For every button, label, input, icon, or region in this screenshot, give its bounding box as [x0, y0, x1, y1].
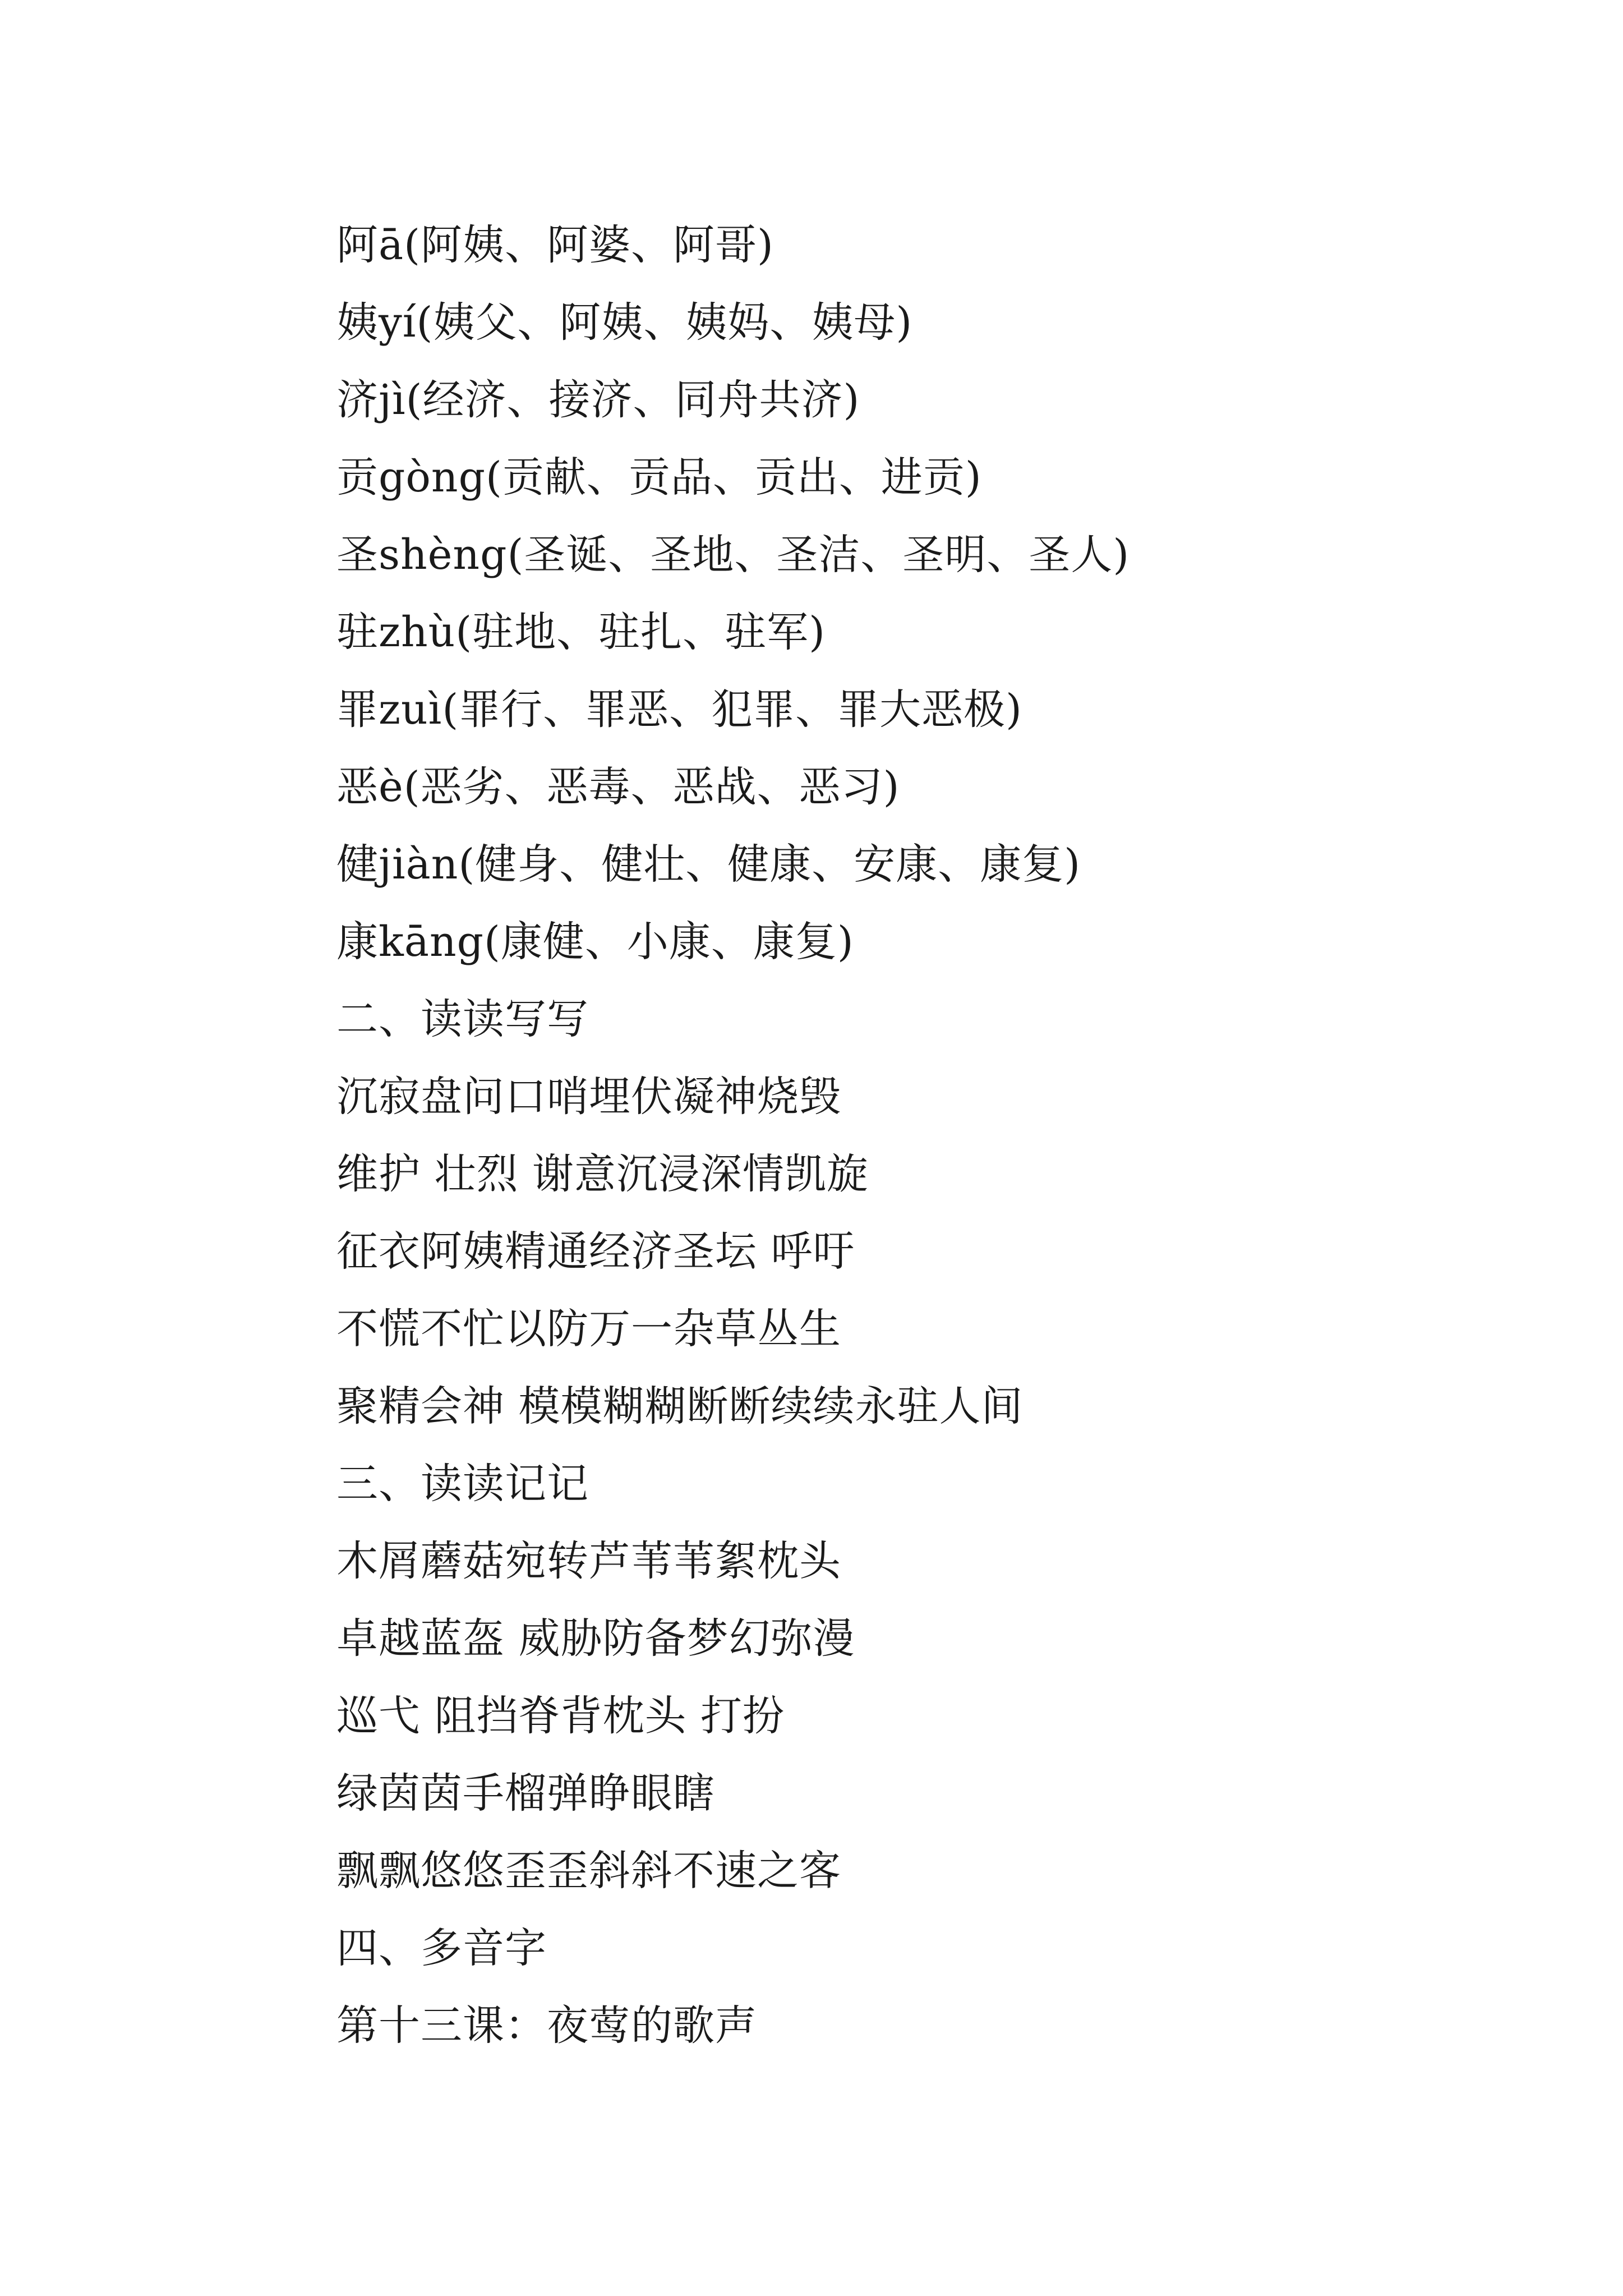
text-line: 维护 壮烈 谢意沉浸深情凯旋: [336, 1150, 869, 1198]
text-line: 姨yí(姨父、阿姨、姨妈、姨母): [336, 298, 913, 347]
text-line: 卓越蓝盔 威胁防备梦幻弥漫: [336, 1614, 855, 1663]
text-line: 健jiàn(健身、健壮、健康、安康、康复): [336, 840, 1081, 889]
text-line: 阿ā(阿姨、阿婆、阿哥): [336, 221, 774, 269]
section-heading: 二、读读写写: [336, 995, 589, 1043]
text-line: 沉寂盘问口哨埋伏凝神烧毁: [336, 1073, 841, 1121]
text-line: 征衣阿姨精通经济圣坛 呼吁: [336, 1227, 855, 1276]
section-heading: 四、多音字: [336, 1924, 547, 1972]
lesson-title: 第十三课：夜莺的歌声: [336, 2001, 757, 2050]
text-line: 贡gòng(贡献、贡品、贡出、进贡): [336, 453, 982, 501]
text-line: 飘飘悠悠歪歪斜斜不速之客: [336, 1847, 841, 1895]
text-line: 圣shèng(圣诞、圣地、圣洁、圣明、圣人): [336, 531, 1130, 579]
text-line: 绿茵茵手榴弹睁眼瞎: [336, 1769, 715, 1818]
text-line: 聚精会神 模模糊糊断断续续永驻人间: [336, 1382, 1023, 1430]
text-line: 罪zuì(罪行、罪恶、犯罪、罪大恶极): [336, 685, 1023, 734]
text-line: 恶è(恶劣、恶毒、恶战、恶习): [336, 763, 900, 811]
text-body: [336, 206, 1458, 2064]
text-line: 驻zhù(驻地、驻扎、驻军): [336, 608, 826, 656]
text-line: 康kāng(康健、小康、康复): [336, 918, 854, 966]
text-line: 巡弋 阻挡脊背枕头 打扮: [336, 1692, 785, 1740]
text-line: 木屑蘑菇宛转芦苇苇絮枕头: [336, 1537, 841, 1585]
text-line: 不慌不忙以防万一杂草丛生: [336, 1305, 841, 1353]
text-line: 济jì(经济、接济、同舟共济): [336, 376, 860, 424]
section-heading: 三、读读记记: [336, 1460, 589, 1508]
